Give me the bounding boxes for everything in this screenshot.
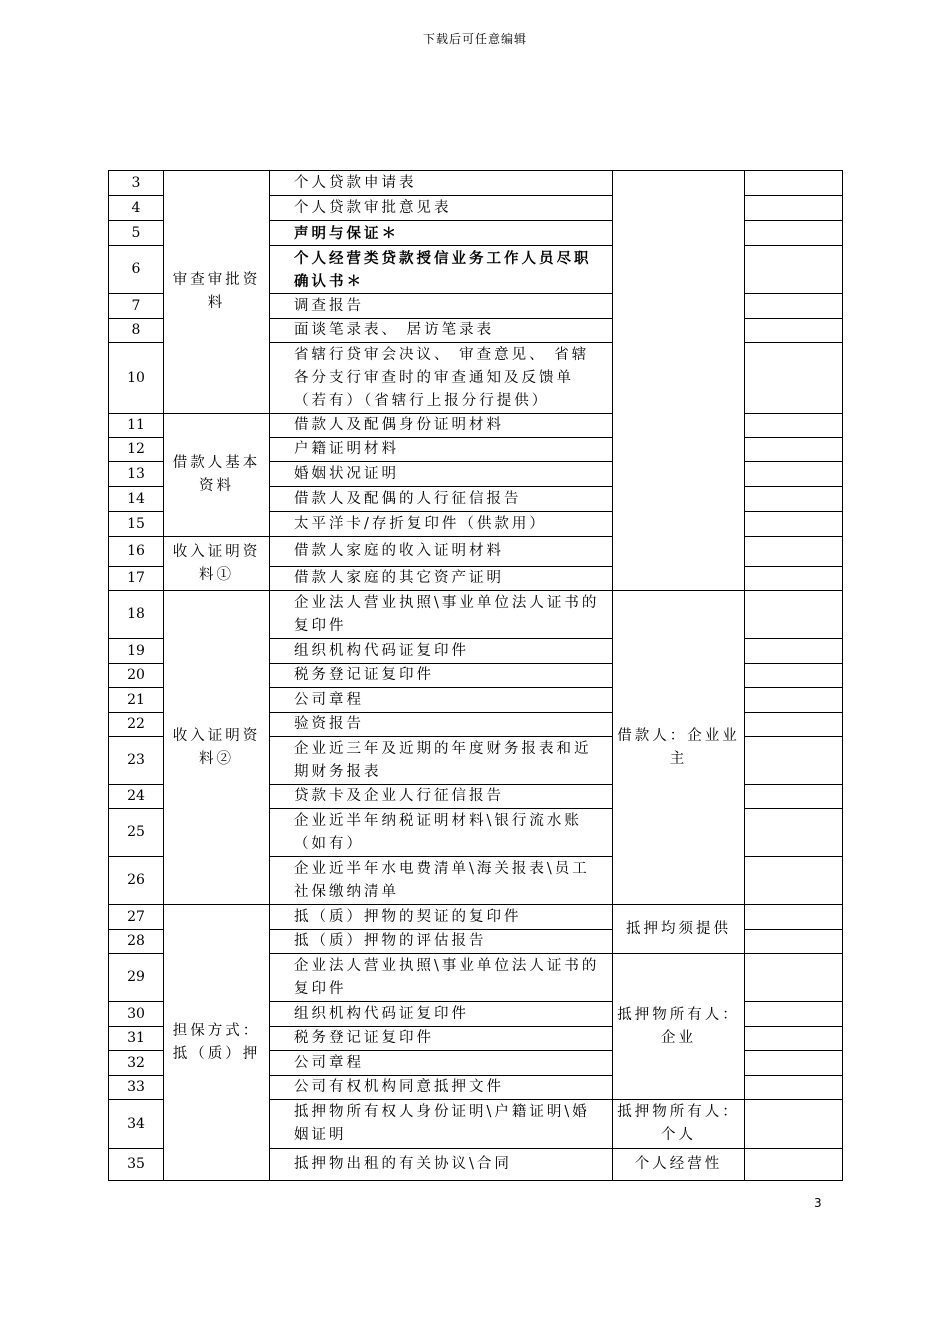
remark-cell: [745, 221, 843, 246]
remark-cell: [745, 954, 843, 1002]
note-cell: 抵押物所有人：个人: [613, 1100, 745, 1149]
item-cell: 抵押物出租的有关协议\合同: [270, 1149, 613, 1181]
item-cell: 户籍证明材料: [270, 438, 613, 462]
remark-cell: [745, 1002, 843, 1027]
category-cell: 借款人基本资料: [164, 414, 270, 537]
row-number: 5: [109, 221, 164, 246]
remark-cell: [745, 1100, 843, 1149]
note-cell: 抵押均须提供: [613, 905, 745, 954]
item-cell: 企业法人营业执照\事业单位法人证书的复印件: [270, 954, 613, 1002]
remark-cell: [745, 246, 843, 294]
page-header: 下载后可任意编辑: [422, 32, 527, 46]
row-number: 7: [109, 294, 164, 319]
row-number: 17: [109, 567, 164, 591]
item-cell: 企业近半年水电费清单\海关报表\员工社保缴纳清单: [270, 857, 613, 905]
item-cell: 抵押物所有权人身份证明\户籍证明\婚姻证明: [270, 1100, 613, 1149]
row-number: 27: [109, 905, 164, 930]
item-cell: 企业法人营业执照\事业单位法人证书的复印件: [270, 591, 613, 639]
remark-cell: [745, 1149, 843, 1181]
category-cell: 担保方式：抵（质）押: [164, 905, 270, 1181]
row-number: 12: [109, 438, 164, 462]
note-cell: 借款人：企业业主: [613, 591, 745, 905]
item-cell: 调查报告: [270, 294, 613, 319]
item-cell: 验资报告: [270, 713, 613, 737]
item-cell: 借款人及配偶身份证明材料: [270, 414, 613, 438]
remark-cell: [745, 196, 843, 221]
remark-cell: [745, 713, 843, 737]
item-cell: 税务登记证复印件: [270, 664, 613, 688]
row-number: 29: [109, 954, 164, 1002]
item-cell: 婚姻状况证明: [270, 462, 613, 487]
row-number: 20: [109, 664, 164, 688]
row-number: 14: [109, 487, 164, 512]
remark-cell: [745, 1027, 843, 1051]
item-cell: 个人贷款申请表: [270, 171, 613, 196]
remark-cell: [745, 857, 843, 905]
item-cell: 声明与保证＊: [270, 221, 613, 246]
item-cell: 公司章程: [270, 688, 613, 713]
remark-cell: [745, 537, 843, 567]
row-number: 15: [109, 512, 164, 537]
item-cell: 个人贷款审批意见表: [270, 196, 613, 221]
table-row: [109, 171, 843, 196]
row-number: 30: [109, 1002, 164, 1027]
remark-cell: [745, 688, 843, 713]
note-cell: 个人经营性: [613, 1149, 745, 1181]
item-cell: 面谈笔录表、 居访笔录表: [270, 319, 613, 343]
remark-cell: [745, 462, 843, 487]
remark-cell: [745, 487, 843, 512]
remark-cell: [745, 664, 843, 688]
row-number: 18: [109, 591, 164, 639]
row-number: 22: [109, 713, 164, 737]
category-cell: 收入证明资料②: [164, 591, 270, 905]
item-cell: 税务登记证复印件: [270, 1027, 613, 1051]
remark-cell: [745, 343, 843, 414]
remark-cell: [745, 319, 843, 343]
row-number: 32: [109, 1051, 164, 1076]
row-number: 6: [109, 246, 164, 294]
remark-cell: [745, 930, 843, 954]
remark-cell: [745, 591, 843, 639]
row-number: 19: [109, 639, 164, 664]
document-table: [108, 170, 843, 1181]
item-cell: 公司章程: [270, 1051, 613, 1076]
item-cell: 组织机构代码证复印件: [270, 1002, 613, 1027]
item-cell: 个人经营类贷款授信业务工作人员尽职确认书＊: [270, 246, 613, 294]
remark-cell: [745, 294, 843, 319]
item-cell: 抵（质）押物的评估报告: [270, 930, 613, 954]
row-number: 11: [109, 414, 164, 438]
row-number: 4: [109, 196, 164, 221]
row-number: 3: [109, 171, 164, 196]
remark-cell: [745, 438, 843, 462]
remark-cell: [745, 512, 843, 537]
row-number: 28: [109, 930, 164, 954]
table-row: [109, 591, 843, 639]
remark-cell: [745, 1051, 843, 1076]
row-number: 34: [109, 1100, 164, 1149]
remark-cell: [745, 809, 843, 857]
item-cell: 抵（质）押物的契证的复印件: [270, 905, 613, 930]
row-number: 33: [109, 1076, 164, 1100]
remark-cell: [745, 785, 843, 809]
row-number: 10: [109, 343, 164, 414]
row-number: 23: [109, 737, 164, 785]
page-number: 3: [814, 1196, 822, 1210]
row-number: 25: [109, 809, 164, 857]
remark-cell: [745, 639, 843, 664]
item-cell: 借款人及配偶的人行征信报告: [270, 487, 613, 512]
category-cell: 审查审批资料: [164, 171, 270, 414]
remark-cell: [745, 567, 843, 591]
remark-cell: [745, 414, 843, 438]
item-cell: 公司有权机构同意抵押文件: [270, 1076, 613, 1100]
remark-cell: [745, 737, 843, 785]
row-number: 31: [109, 1027, 164, 1051]
item-cell: 贷款卡及企业人行征信报告: [270, 785, 613, 809]
row-number: 35: [109, 1149, 164, 1181]
row-number: 13: [109, 462, 164, 487]
row-number: 8: [109, 319, 164, 343]
row-number: 26: [109, 857, 164, 905]
item-cell: 组织机构代码证复印件: [270, 639, 613, 664]
item-cell: 借款人家庭的其它资产证明: [270, 567, 613, 591]
note-cell: [613, 171, 745, 591]
table-row: [109, 905, 843, 930]
row-number: 16: [109, 537, 164, 567]
item-cell: 企业近三年及近期的年度财务报表和近期财务报表: [270, 737, 613, 785]
item-cell: 企业近半年纳税证明材料\银行流水账（如有）: [270, 809, 613, 857]
remark-cell: [745, 1076, 843, 1100]
row-number: 24: [109, 785, 164, 809]
remark-cell: [745, 905, 843, 930]
remark-cell: [745, 171, 843, 196]
item-cell: 借款人家庭的收入证明材料: [270, 537, 613, 567]
category-cell: 收入证明资料①: [164, 537, 270, 591]
item-cell: 太平洋卡/存折复印件（供款用）: [270, 512, 613, 537]
item-cell: 省辖行贷审会决议、 审查意见、 省辖各分支行审查时的审查通知及反馈单（若有）（省辖行上报分行提供）: [270, 343, 613, 414]
note-cell: 抵押物所有人：企业: [613, 954, 745, 1100]
row-number: 21: [109, 688, 164, 713]
